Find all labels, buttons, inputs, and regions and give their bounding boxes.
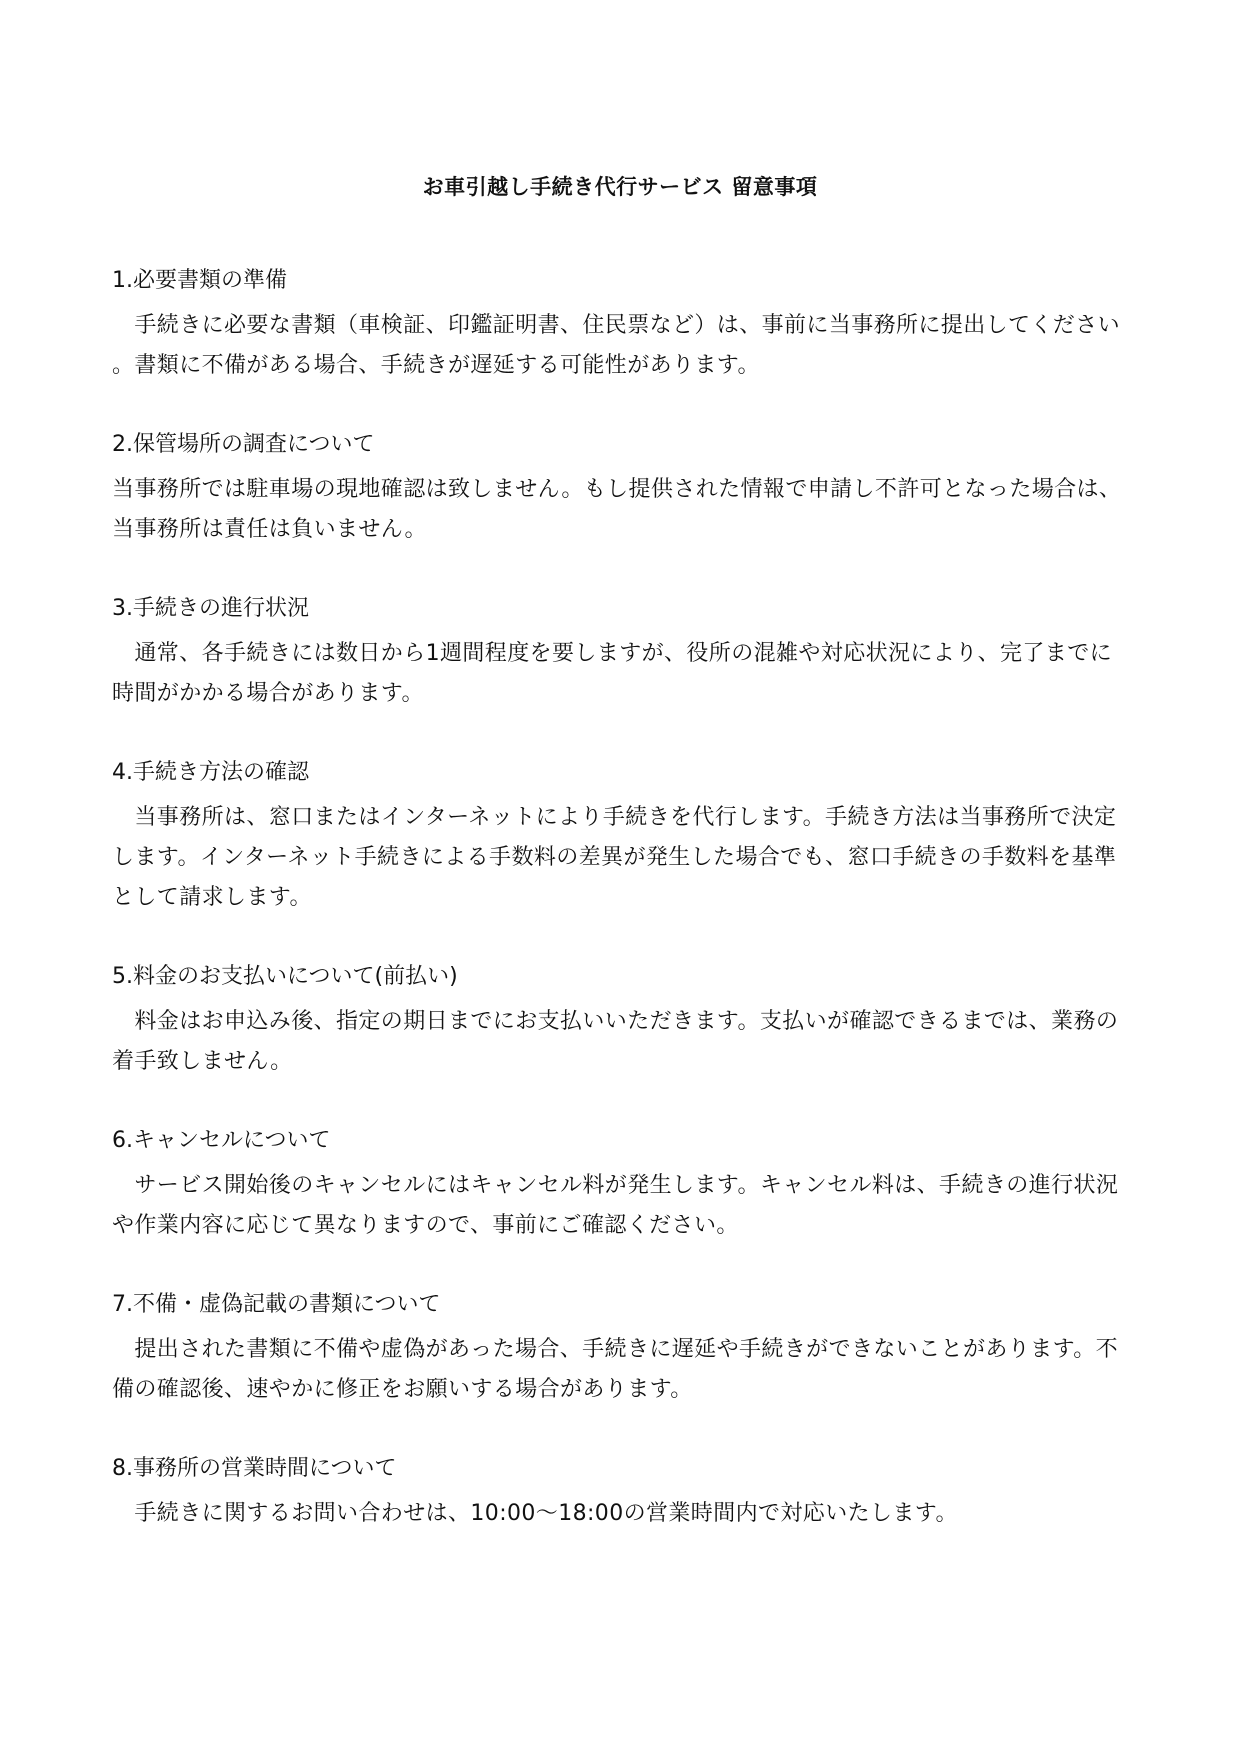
notice-sections xyxy=(112,266,1122,1578)
notice-section-payment xyxy=(112,962,1122,1082)
section-body: 通常、各手続きには数日から1週間程度を要しますが、役所の混雑や対応状況により、完了までに時間がかかる場合があります。 xyxy=(112,641,1113,706)
notice-section-required-documents xyxy=(112,266,1122,386)
notice-section-parking-survey xyxy=(112,430,1122,550)
section-heading: 3.手続きの進行状況 xyxy=(112,596,309,621)
section-body: 当事務所では駐車場の現地確認は致しません。もし提供された情報で申請し不許可となった場合は、当事務所は責任は負いません。 xyxy=(112,477,1122,542)
section-heading: 7.不備・虚偽記載の書類について xyxy=(112,1292,441,1317)
notice-section-defective-documents xyxy=(112,1290,1122,1410)
section-heading: 4.手続き方法の確認 xyxy=(112,760,309,785)
section-heading: 1.必要書類の準備 xyxy=(112,268,287,293)
section-heading: 5.料金のお支払いについて(前払い) xyxy=(112,964,458,989)
notice-section-cancellation xyxy=(112,1126,1122,1246)
notice-section-procedure-method xyxy=(112,758,1122,918)
section-heading: 8.事務所の営業時間について xyxy=(112,1456,397,1481)
section-heading: 6.キャンセルについて xyxy=(112,1128,331,1153)
section-body: 手続きに関するお問い合わせは、10:00～18:00の営業時間内で対応いたします。 xyxy=(112,1501,958,1526)
notice-section-business-hours xyxy=(112,1454,1122,1534)
section-body: サービス開始後のキャンセルにはキャンセル料が発生します。キャンセル料は、手続きの進行状況や作業内容に応じて異なりますので、事前にご確認ください。 xyxy=(112,1173,1119,1238)
notice-section-progress xyxy=(112,594,1122,714)
section-body: 料金はお申込み後、指定の期日までにお支払いいただきます。支払いが確認できるまでは、業務の着手致しません。 xyxy=(112,1009,1119,1074)
section-body: 手続きに必要な書類（車検証、印鑑証明書、住民票など）は、事前に当事務所に提出してください。書類に不備がある場合、手続きが遅延する可能性があります。 xyxy=(112,313,1121,378)
section-body: 提出された書類に不備や虚偽があった場合、手続きに遅延や手続きができないことがあります。不備の確認後、速やかに修正をお願いする場合があります。 xyxy=(112,1337,1119,1402)
section-body: 当事務所は、窓口またはインターネットにより手続きを代行します。手続き方法は当事務所で決定します。インターネット手続きによる手数料の差異が発生した場合でも、窓口手続きの手数料を基準として請求します。 xyxy=(112,805,1117,910)
section-heading: 2.保管場所の調査について xyxy=(112,432,375,457)
document-title: お車引越し手続き代行サービス 留意事項 xyxy=(422,175,818,199)
